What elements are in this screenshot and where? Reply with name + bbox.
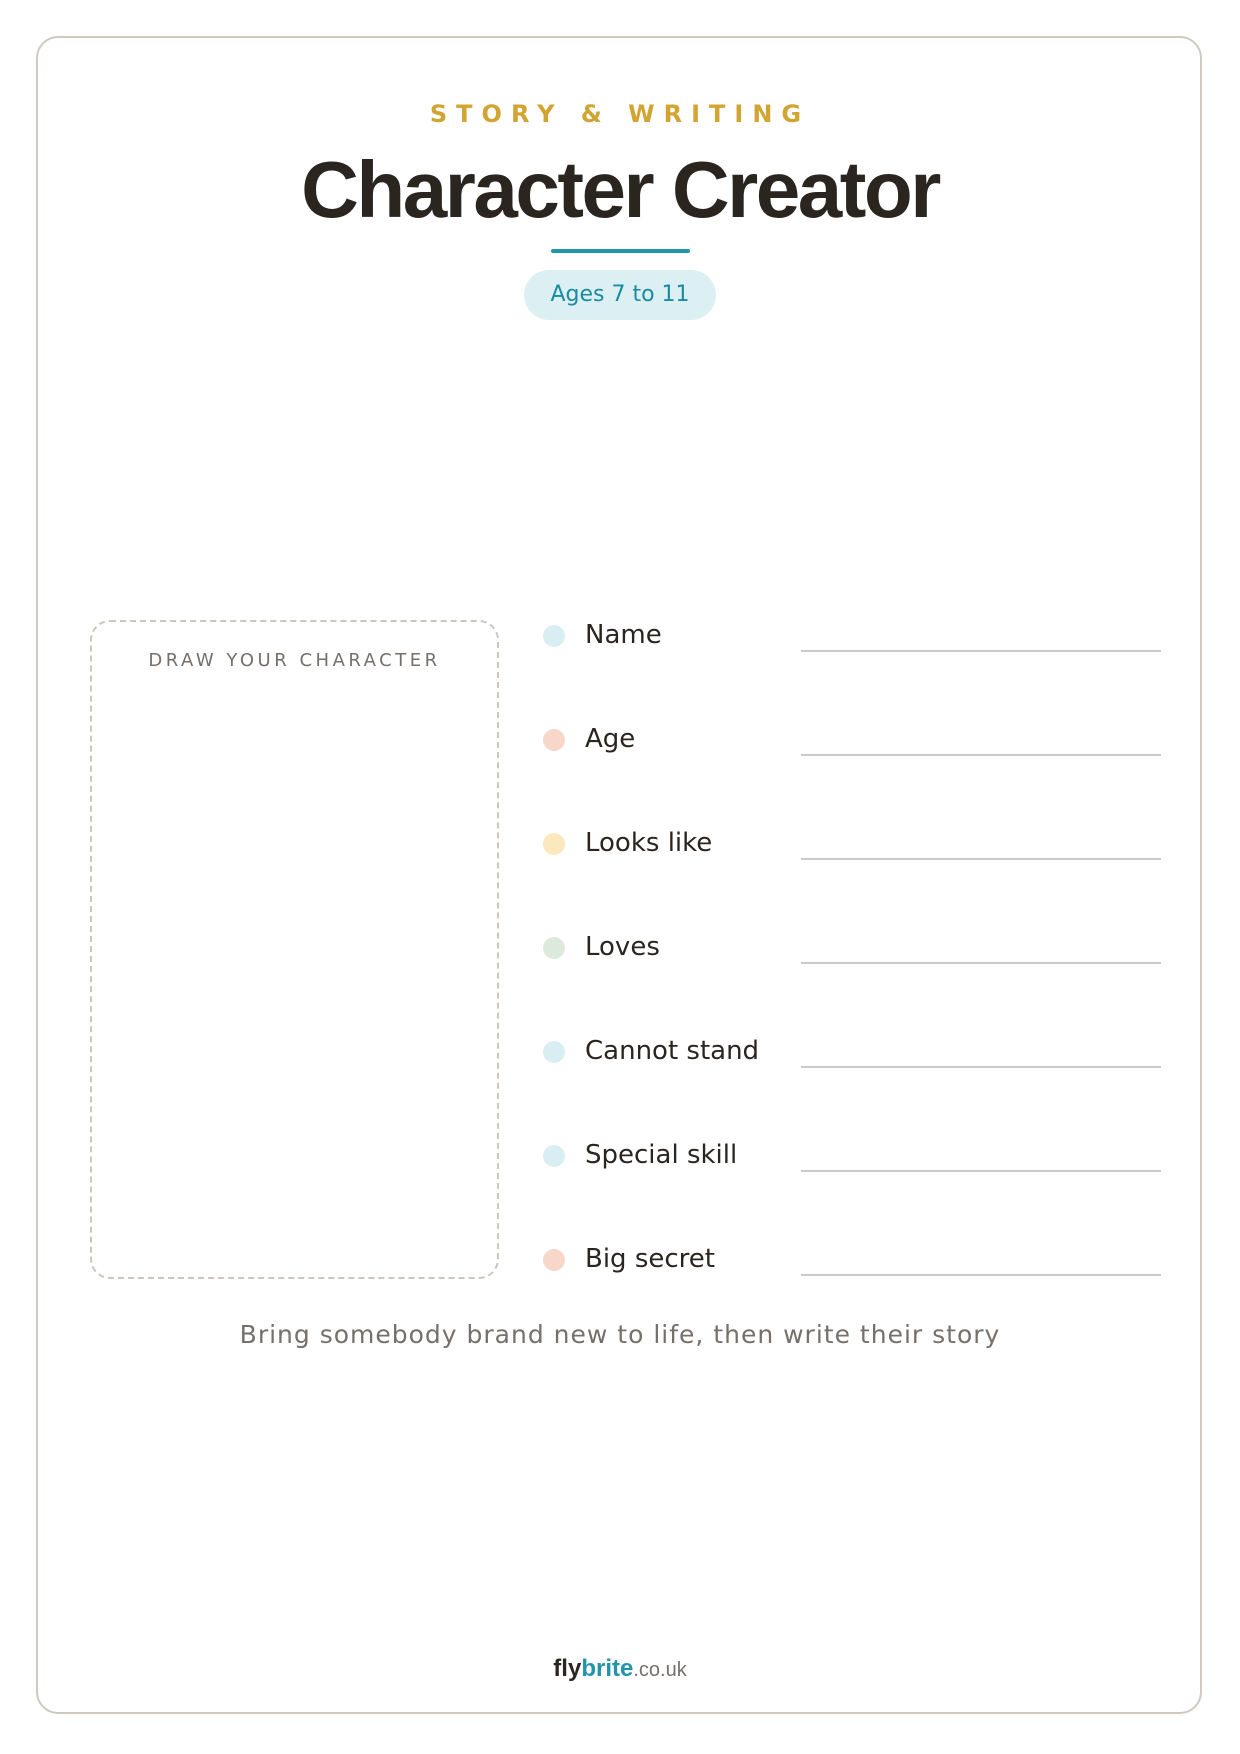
drawing-area[interactable] <box>90 620 499 1279</box>
brand-domain: .co.uk <box>633 1659 687 1681</box>
special-skill-answer-line[interactable] <box>801 1170 1161 1172</box>
field-loves <box>540 922 1161 1026</box>
field-looks-like <box>540 818 1161 922</box>
age-answer-line[interactable] <box>801 754 1161 756</box>
field-age <box>540 714 1161 818</box>
bullet-dot <box>543 1041 565 1063</box>
field-label: Age <box>585 724 636 754</box>
bullet-dot <box>543 1145 565 1167</box>
page-title: Character Creator <box>301 145 939 234</box>
field-label: Cannot stand <box>585 1036 760 1066</box>
tagline: Bring somebody brand new to life, then write their story <box>239 1320 1001 1349</box>
loves-answer-line[interactable] <box>801 962 1161 964</box>
field-special-skill <box>540 1130 1161 1234</box>
brand-name-part2: brite <box>581 1655 634 1682</box>
cannot-stand-answer-line[interactable] <box>801 1066 1161 1068</box>
field-label: Big secret <box>585 1244 715 1274</box>
category-eyebrow: STORY & WRITING <box>429 100 811 128</box>
field-label: Looks like <box>585 828 713 858</box>
brand-footer <box>0 1654 1240 1685</box>
character-fields <box>540 610 1161 1338</box>
field-label: Special skill <box>585 1140 738 1170</box>
brand-name-part1: fly <box>553 1655 582 1682</box>
bullet-dot <box>543 937 565 959</box>
field-label: Name <box>585 620 662 650</box>
big-secret-answer-line[interactable] <box>801 1274 1161 1276</box>
looks-like-answer-line[interactable] <box>801 858 1161 860</box>
age-badge: Ages 7 to 11 <box>524 270 716 320</box>
bullet-dot <box>543 729 565 751</box>
name-answer-line[interactable] <box>801 650 1161 652</box>
drawing-area-label: DRAW YOUR CHARACTER <box>148 650 441 671</box>
bullet-dot <box>543 625 565 647</box>
bullet-dot <box>543 1249 565 1271</box>
field-name <box>540 610 1161 714</box>
title-underline <box>551 249 690 253</box>
field-cannot-stand <box>540 1026 1161 1130</box>
bullet-dot <box>543 833 565 855</box>
field-label: Loves <box>585 932 660 962</box>
